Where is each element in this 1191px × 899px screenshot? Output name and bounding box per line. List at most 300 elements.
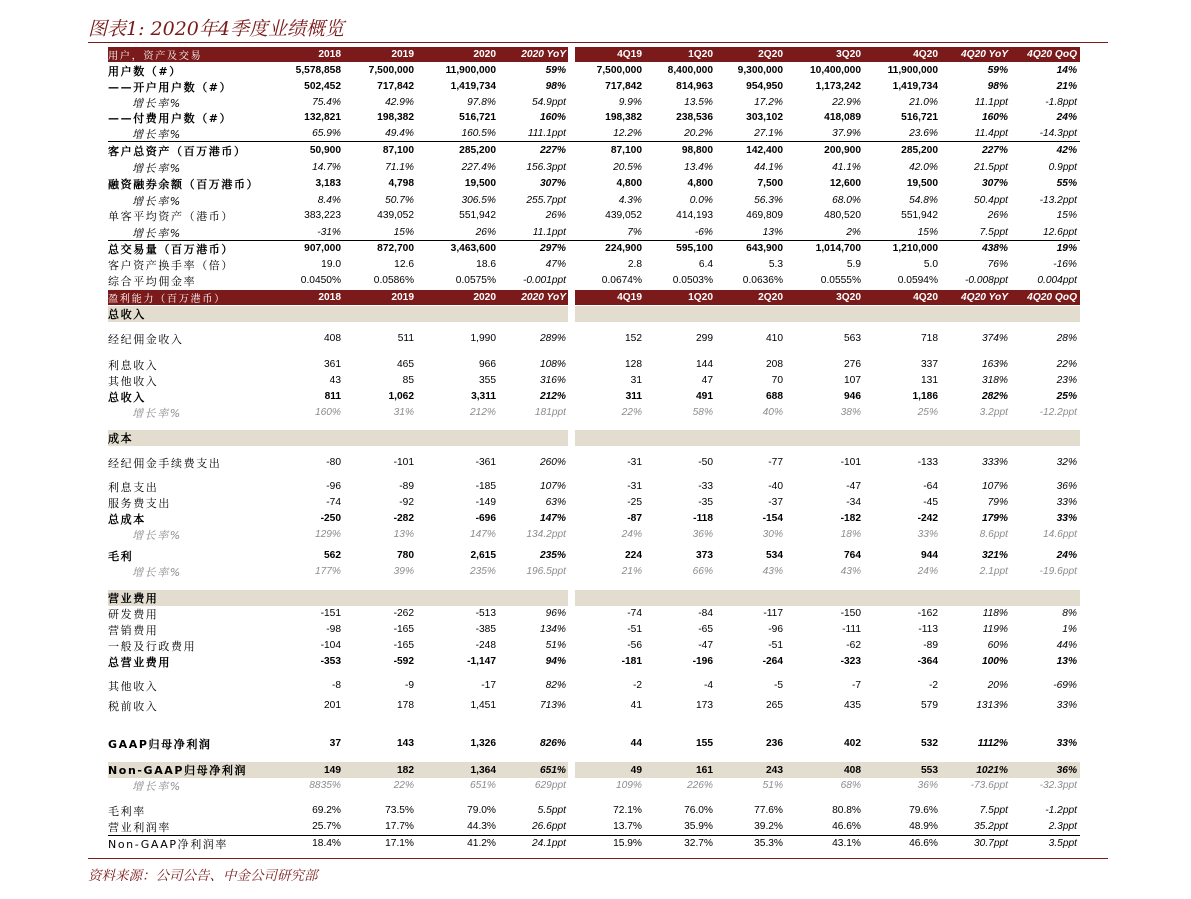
table-cell: 1,173,242 [815,81,861,92]
table-row [108,698,1080,713]
table-cell: 98% [545,81,566,92]
table-cell: 82% [545,680,566,691]
table-cell: -113 [918,624,938,635]
table-cell: 814,963 [676,81,713,92]
row-label: ——付费用户数（#） [108,111,233,125]
table-cell: 946 [844,391,861,402]
table-cell: 826% [539,738,566,749]
table-cell: -96 [326,481,341,492]
table-cell: 534 [766,550,783,561]
table-cell: -40 [768,481,783,492]
table-cell: 25.7% [312,821,341,832]
table-cell: 0.0594% [897,275,938,286]
table-cell: 2.8 [627,259,642,270]
row-label: 增长率% [132,528,182,542]
table-cell: 227.4% [461,162,496,173]
table-cell: 7.5ppt [979,227,1008,238]
table-cell: 22% [393,780,414,791]
table-cell: 97.8% [467,97,496,108]
table-cell: 36% [692,529,713,540]
table-cell: -149 [475,497,496,508]
table-cell: -2 [632,680,642,691]
table-cell: 224,900 [605,243,642,254]
table-cell: 502,452 [304,81,341,92]
table-cell: 49.4% [385,128,414,139]
table-cell: 36% [917,780,938,791]
table-cell: 80.8% [832,805,861,816]
table-cell: -118 [693,513,713,524]
table-cell: -185 [475,481,496,492]
table-cell: 196.5ppt [526,566,566,577]
header-row [108,47,1080,62]
table-cell: 0.0503% [672,275,713,286]
table-row [108,548,1080,563]
table-cell: 59% [545,65,566,76]
table-cell: 200,900 [824,145,861,156]
row-label: 毛利率 [108,804,146,818]
row-label: Non-GAAP净利润率 [108,837,229,851]
table-cell: 119% [982,624,1008,635]
table-cell: -361 [475,457,496,468]
table-cell: 41.1% [832,162,861,173]
table-cell: 44% [1056,640,1077,651]
row-label: 增长率% [132,779,182,793]
table-cell: 152 [625,333,642,344]
table-cell: -25 [627,497,642,508]
table-cell: 361 [324,359,341,370]
table-row [108,257,1080,272]
table-cell: 1,210,000 [892,243,938,254]
table-cell: 7,500,000 [368,65,414,76]
column-header: 4Q20 QoQ [1027,49,1077,60]
table-cell: 7,500,000 [596,65,642,76]
row-label: 营业利润率 [108,820,171,834]
table-cell: 321% [981,550,1008,561]
table-row [108,803,1080,818]
table-cell: 107 [844,375,861,386]
table-row [108,819,1080,834]
table-cell: -9 [404,680,414,691]
table-cell: 25% [1056,391,1077,402]
table-cell: 306.5% [461,195,496,206]
table-cell: 265 [766,700,783,711]
table-cell: 551,942 [459,210,496,221]
table-cell: 23% [1056,375,1077,386]
table-cell: 22% [621,407,642,418]
table-cell: 355 [479,375,496,386]
table-cell: 13% [1056,656,1077,667]
table-cell: 0.0674% [601,275,642,286]
row-label: 增长率% [132,161,182,175]
table-cell: 26% [987,210,1008,221]
table-cell: 41 [630,700,642,711]
growth-row [108,564,1080,579]
row-label: 用户，资产及交易 [108,51,203,62]
table-cell: -74 [326,497,341,508]
table-cell: 243 [766,764,783,776]
table-cell: -101 [840,457,861,468]
row-label: 增长率% [132,406,182,420]
table-cell: -151 [320,608,341,619]
table-cell: 439,052 [377,210,414,221]
table-cell: 50,900 [309,145,341,156]
table-cell: -1.8ppt [1045,97,1077,108]
table-cell: 333% [981,457,1008,468]
section-row [108,590,1080,606]
table-cell: 5.3 [768,259,783,270]
column-header: 3Q20 [836,292,861,303]
table-cell: 76% [987,259,1008,270]
table-cell: 1% [1062,624,1077,635]
table-cell: -2 [928,680,938,691]
table-cell: 0.004ppt [1037,275,1077,286]
table-cell: 811 [324,391,341,402]
row-label: 客户资产换手率（倍） [108,258,234,272]
table-cell: 643,900 [746,243,783,254]
table-cell: 480,520 [824,210,861,221]
table-cell: 383,223 [304,210,341,221]
table-cell: 111.1ppt [527,128,566,139]
section-row [108,430,1080,446]
table-cell: 469,809 [746,210,783,221]
table-cell: -117 [763,608,783,619]
table-cell: 1,419,734 [892,81,938,92]
column-header: 2019 [391,49,414,60]
table-cell: 410 [766,333,783,344]
table-cell: 2.3ppt [1048,821,1077,832]
table-cell: 198,382 [605,112,642,123]
table-cell: 414,193 [676,210,713,221]
table-cell: 303,102 [746,112,783,123]
table-cell: 36% [1056,481,1077,492]
table-cell: 44 [630,738,642,749]
row-label: 一般及行政费用 [108,639,197,653]
table-cell: -104 [320,640,341,651]
table-cell: -12.2ppt [1039,407,1077,418]
table-cell: -62 [846,640,861,651]
table-cell: -45 [923,497,938,508]
table-cell: 32.7% [684,838,713,849]
table-cell: 18% [840,529,861,540]
table-cell: -6% [694,227,713,238]
table-cell: 79.0% [467,805,496,816]
growth-row [108,225,1080,241]
column-header: 4Q20 [913,292,938,303]
table-row [108,208,1080,223]
table-cell: 13.4% [684,162,713,173]
table-cell: 235% [539,550,566,561]
table-cell: 33% [1056,738,1077,749]
table-cell: 651% [539,764,566,776]
table-cell: -17 [481,680,496,691]
table-cell: 18.6 [476,259,496,270]
table-cell: 562 [324,550,341,561]
row-label: 增长率% [132,96,182,110]
table-cell: 5.9 [846,259,861,270]
table-cell: 85 [402,375,414,386]
table-cell: 109% [615,780,642,791]
table-cell: 14.6ppt [1043,529,1077,540]
table-cell: 1,062 [388,391,414,402]
table-cell: 20.5% [613,162,642,173]
table-cell: 1,186 [912,391,938,402]
table-cell: 0.0% [689,195,713,206]
column-header: 2020 YoY [521,49,566,60]
table-cell: 118% [982,608,1008,619]
table-cell: -8 [331,680,341,691]
table-row [108,273,1080,288]
table-cell: -34 [846,497,861,508]
table-cell: 1,990 [470,333,496,344]
table-cell: 100% [981,656,1008,667]
table-cell: 516,721 [459,112,496,123]
table-cell: 63% [545,497,566,508]
table-cell: 285,200 [901,145,938,156]
table-cell: 44.1% [754,162,783,173]
table-cell: 718 [921,333,938,344]
table-cell: 147% [469,529,496,540]
table-cell: 11.4ppt [974,128,1008,139]
table-cell: 23.6% [909,128,938,139]
footer-rule [88,858,1108,859]
table-row [108,373,1080,388]
header-gap [568,47,575,62]
table-cell: 3,463,600 [450,243,496,254]
table-cell: 50.4ppt [974,195,1008,206]
table-cell: 19% [1056,243,1077,254]
table-cell: 160% [981,112,1008,123]
table-cell: 51% [545,640,566,651]
table-cell: 155 [696,738,713,749]
row-label: 增长率% [132,127,182,141]
table-cell: 56.3% [754,195,783,206]
table-cell: -1,147 [467,656,496,667]
table-cell: -250 [320,513,341,524]
table-cell: 50.7% [385,195,414,206]
row-label: ——开户用户数（#） [108,80,233,94]
row-label: 增长率% [132,565,182,579]
table-cell: 26% [475,227,496,238]
table-cell: 54.8% [909,195,938,206]
table-cell: 43% [762,566,783,577]
column-header: 4Q20 YoY [960,49,1008,60]
table-cell: -56 [627,640,642,651]
table-cell: 13.5% [684,97,713,108]
row-label: 用户数（#） [108,64,182,78]
table-cell: -77 [768,457,783,468]
table-cell: 94% [545,656,566,667]
table-row [108,79,1080,94]
table-cell: 163% [981,359,1008,370]
table-cell: 8.6ppt [979,529,1008,540]
table-row [108,511,1080,526]
section-band-right [575,430,1080,446]
table-cell: 4,800 [687,178,713,189]
table-cell: 0.0636% [742,275,783,286]
table-cell: 435 [844,700,861,711]
table-cell: -111 [842,624,861,635]
growth-row [108,160,1080,175]
table-cell: 18.4% [312,838,341,849]
row-label: 营销费用 [108,623,159,637]
row-label: Non-GAAP归母净利润 [108,764,248,777]
table-cell: -182 [840,513,861,524]
table-cell: -64 [923,481,938,492]
table-cell: 26.6ppt [532,821,566,832]
table-row [108,736,1080,751]
table-cell: 24% [1056,112,1077,123]
table-cell: 38% [840,407,861,418]
table-cell: 59% [987,65,1008,76]
table-cell: 98,800 [681,145,713,156]
section-row [108,306,1080,322]
table-cell: 13% [762,227,783,238]
table-cell: 58% [692,407,713,418]
table-cell: 160% [314,407,341,418]
growth-row [108,95,1080,110]
table-cell: 30% [762,529,783,540]
row-label: 客户总资产（百万港币） [108,144,247,158]
table-cell: 1,364 [470,764,496,776]
table-cell: -80 [326,457,341,468]
table-cell: 966 [479,359,496,370]
table-cell: 3.5ppt [1048,838,1077,849]
table-cell: 43 [329,375,341,386]
table-cell: 373 [696,550,713,561]
table-cell: -31 [627,457,642,468]
table-cell: -19.6ppt [1039,566,1077,577]
growth-row [108,126,1080,142]
table-cell: 71.1% [385,162,414,173]
table-cell: 46.6% [832,821,861,832]
table-cell: 21% [621,566,642,577]
column-header: 2020 [473,292,496,303]
table-cell: 128 [625,359,642,370]
table-cell: 282% [981,391,1008,402]
table-cell: 212% [469,407,496,418]
table-cell: 418,089 [824,112,861,123]
table-cell: -513 [475,608,496,619]
table-cell: 651% [469,780,496,791]
table-cell: 907,000 [304,243,341,254]
table-cell: 7% [627,227,642,238]
table-cell: 26% [545,210,566,221]
table-cell: 36% [1056,764,1077,776]
table-cell: 9.9% [618,97,642,108]
table-cell: 8,400,000 [667,65,713,76]
table-cell: 1112% [977,738,1008,749]
column-header: 1Q20 [688,49,713,60]
table-cell: 285,200 [459,145,496,156]
table-cell: 144 [696,359,713,370]
table-cell: -5 [773,680,783,691]
table-cell: 40% [762,407,783,418]
table-cell: 4.3% [618,195,642,206]
table-cell: 717,842 [605,81,642,92]
table-cell: 75.4% [312,97,341,108]
table-cell: 33% [1056,497,1077,508]
row-label: 毛利 [108,549,134,563]
table-cell: -33 [698,481,713,492]
table-cell: 713% [539,700,566,711]
row-label: 税前收入 [108,699,159,713]
table-cell: 1,451 [470,700,496,711]
table-cell: -47 [846,481,861,492]
table-cell: 46.6% [909,838,938,849]
table-cell: 438% [981,243,1008,254]
table-cell: 516,721 [901,112,938,123]
table-cell: 178 [397,700,414,711]
table-cell: -242 [917,513,938,524]
column-header: 4Q20 QoQ [1027,292,1077,303]
column-header: 2018 [318,49,341,60]
row-label: 服务费支出 [108,496,171,510]
table-cell: -592 [393,656,414,667]
source-note: 资料来源：公司公告、中金公司研究部 [88,868,318,884]
table-cell: 224 [625,550,642,561]
table-cell: 47 [701,375,713,386]
header-row [108,290,1080,305]
table-cell: 374% [981,333,1008,344]
table-cell: 173 [696,700,713,711]
table-cell: 160.5% [461,128,496,139]
table-cell: 316% [539,375,566,386]
table-cell: 201 [324,700,341,711]
table-cell: -196 [692,656,713,667]
table-cell: 236 [766,738,783,749]
table-cell: 21% [1056,81,1077,92]
column-header: 4Q19 [617,292,642,303]
table-cell: 182 [397,764,414,776]
row-label: 经纪佣金收入 [108,332,184,346]
table-cell: -73.6ppt [970,780,1008,791]
table-cell: 3.2ppt [979,407,1008,418]
table-cell: 70 [771,375,783,386]
table-row [108,638,1080,653]
section-band-right [575,306,1080,322]
table-cell: -74 [627,608,642,619]
growth-row [108,405,1080,420]
table-cell: 19,500 [464,178,496,189]
table-cell: -51 [627,624,642,635]
table-cell: 24% [1056,550,1077,561]
table-cell: 39.2% [754,821,783,832]
table-cell: 48.9% [909,821,938,832]
table-cell: -50 [698,457,713,468]
table-cell: -65 [698,624,713,635]
table-cell: -323 [840,656,861,667]
table-cell: 32% [1056,457,1077,468]
table-cell: 198,382 [377,112,414,123]
table-cell: 439,052 [605,210,642,221]
table-cell: 11,900,000 [445,65,496,76]
table-cell: -133 [917,457,938,468]
table-cell: 8% [1062,608,1077,619]
table-row [108,241,1080,256]
table-cell: -89 [399,481,414,492]
column-header: 2018 [318,292,341,303]
table-cell: 297% [539,243,566,254]
table-cell: 21.0% [909,97,938,108]
row-label: 综合平均佣金率 [108,274,197,288]
table-cell: 1,326 [470,738,496,749]
table-cell: 491 [696,391,713,402]
table-cell: 2.1ppt [979,566,1008,577]
table-cell: 96% [545,608,566,619]
table-row [108,331,1080,346]
table-cell: 98% [987,81,1008,92]
section-band-right [575,590,1080,606]
